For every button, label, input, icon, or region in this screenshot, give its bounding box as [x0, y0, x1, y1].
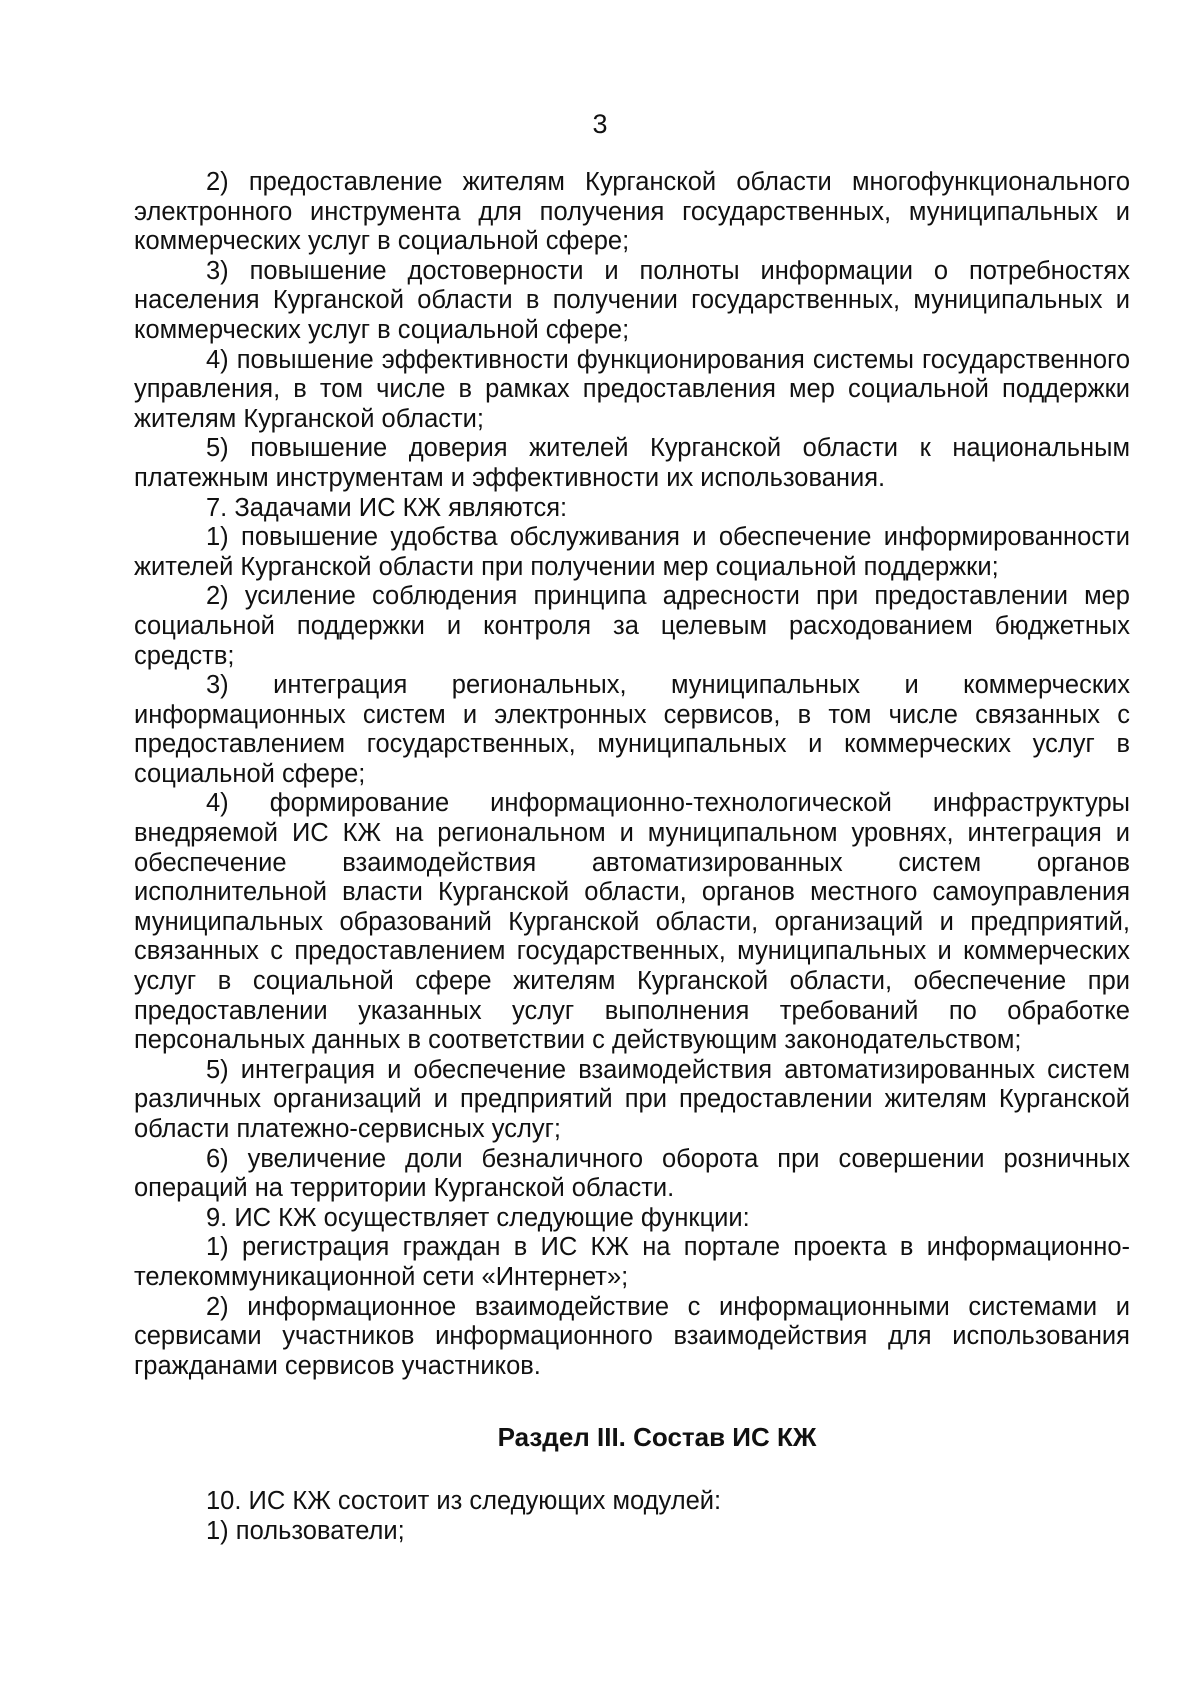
paragraph: 5) повышение доверия жителей Курганской области к национальным платежным инструментам и эффективности их использования.: [134, 434, 1130, 492]
paragraph: 4) формирование информационно-технологической инфраструктуры внедряемой ИС КЖ на региональном и муниципальном уровнях, интеграция и обеспечение взаимодействия автоматизированных систем органов исполнительной власти Курганской области, органов местного самоуправления муниципальных образований Курганской области, организаций и предприятий, связанных с предоставлением государственных, муниципальных и коммерческих услуг в социальной сфере жителям Курганской области, обеспечение при предоставлении указанных услуг выполнения требований по обработке персональных данных в соответствии с действующим законодательством;: [134, 789, 1130, 1055]
paragraph: 5) интеграция и обеспечение взаимодействия автоматизированных систем различных организаций и предприятий при предоставлении жителям Курганской области платежно-сервисных услуг;: [134, 1055, 1130, 1143]
paragraph: 10. ИС КЖ состоит из следующих модулей:: [206, 1487, 722, 1516]
paragraph: 3) повышение достоверности и полноты информации о потребностях населения Курганской области в получении государственных, муниципальных и коммерческих услуг в социальной сфере;: [134, 256, 1130, 344]
paragraph: 2) предоставление жителям Курганской области многофункционального электронного инструмента для получения государственных, муниципальных и коммерческих услуг в социальной сфере;: [134, 168, 1130, 256]
paragraph: 1) регистрация граждан в ИС КЖ на портале проекта в информационно-телекоммуникационной сети «Интернет»;: [134, 1233, 1130, 1291]
paragraph: 2) информационное взаимодействие с информационными системами и сервисами участников информационного взаимодействия для использования гражданами сервисов участников.: [134, 1292, 1130, 1380]
paragraph: 7. Задачами ИС КЖ являются:: [206, 493, 568, 522]
section-heading: Раздел III. Состав ИС КЖ: [497, 1422, 817, 1453]
paragraph: 1) повышение удобства обслуживания и обеспечение информированности жителей Курганской области при получении мер социальной поддержки;: [134, 523, 1130, 581]
paragraph: 4) повышение эффективности функционирования системы государственного управления, в том числе в рамках предоставления мер социальной поддержки жителям Курганской области;: [134, 345, 1130, 433]
paragraph: 3) интеграция региональных, муниципальных и коммерческих информационных систем и электронных сервисов, в том числе связанных с предоставлением государственных, муниципальных и коммерческих услуг в социальной сфере;: [134, 671, 1130, 788]
document-body: [134, 168, 1130, 1547]
page-number: 3: [592, 109, 608, 139]
paragraph: 1) пользователи;: [206, 1516, 405, 1545]
paragraph: 9. ИС КЖ осуществляет следующие функции:: [206, 1203, 750, 1232]
paragraph: 6) увеличение доли безналичного оборота при совершении розничных операций на территории Курганской области.: [134, 1144, 1130, 1203]
paragraph: 2) усиление соблюдения принципа адресности при предоставлении мер социальной поддержки и контроля за целевым расходованием бюджетных средств;: [134, 582, 1130, 670]
